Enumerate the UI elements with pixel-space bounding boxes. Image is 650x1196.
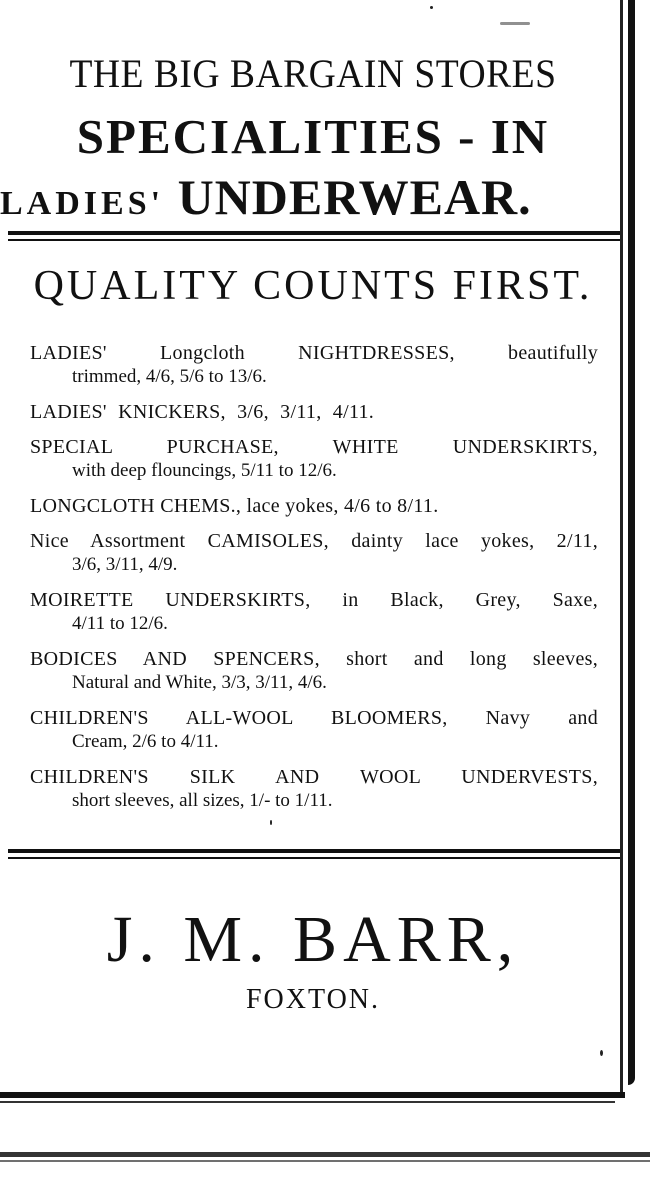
border-right	[628, 0, 635, 1085]
list-item	[30, 435, 598, 483]
item-continuation: with deep flouncings, 5/11 to 12/6.	[72, 460, 337, 481]
item-continuation: Cream, 2/6 to 4/11.	[72, 731, 219, 752]
page-bottom-rule-thin	[0, 1160, 650, 1162]
tagline: QUALITY COUNTS FIRST.	[33, 263, 593, 309]
headline: SPECIALITIES - IN	[76, 109, 550, 164]
item-text: CHILDREN'S SILK AND WOOL UNDERVESTS,	[30, 766, 598, 788]
item-continuation: 3/6, 3/11, 4/9.	[72, 554, 178, 575]
print-speck	[430, 6, 433, 9]
print-speck	[270, 820, 272, 825]
list-item	[30, 647, 598, 695]
list-item	[30, 400, 598, 424]
item-text: Nice Assortment CAMISOLES, dainty lace yokes, 2/11,	[30, 530, 598, 552]
item-text: LADIES' Longcloth NIGHTDRESSES, beautifully	[30, 342, 598, 364]
page-bottom-rule	[0, 1152, 650, 1157]
print-speck	[500, 22, 530, 25]
item-text: LADIES' KNICKERS, 3/6, 3/11, 4/11.	[30, 401, 375, 423]
subheadline	[0, 168, 626, 226]
item-text: LONGCLOTH CHEMS., lace yokes, 4/6 to 8/11.	[30, 495, 439, 517]
item-continuation: short sleeves, all sizes, 1/- to 1/11.	[72, 790, 333, 811]
subhead-small: LADIES'	[0, 185, 165, 222]
store-name: THE BIG BARGAIN STORES	[69, 51, 557, 96]
print-speck	[600, 1050, 603, 1056]
list-item	[30, 706, 598, 754]
item-text: BODICES AND SPENCERS, short and long sleeves,	[30, 648, 598, 670]
rule-top-thin	[8, 239, 620, 241]
proprietor-name: J. M. BARR,	[106, 903, 520, 976]
border-bottom	[0, 1092, 625, 1098]
list-item	[30, 341, 598, 389]
rule-footer-thick	[8, 849, 620, 853]
item-text: CHILDREN'S ALL-WOOL BLOOMERS, Navy and	[30, 707, 598, 729]
item-text: SPECIAL PURCHASE, WHITE UNDERSKIRTS,	[30, 436, 598, 458]
rule-top-thick	[8, 231, 620, 235]
item-list	[30, 341, 598, 824]
item-continuation: 4/11 to 12/6.	[72, 613, 168, 634]
list-item	[30, 765, 598, 813]
list-item	[30, 494, 598, 518]
item-continuation: trimmed, 4/6, 5/6 to 13/6.	[72, 366, 267, 387]
item-text: MOIRETTE UNDERSKIRTS, in Black, Grey, Saxe,	[30, 589, 598, 611]
list-item	[30, 588, 598, 636]
border-bottom-thin	[0, 1101, 615, 1103]
rule-footer-thin	[8, 857, 620, 859]
subhead-large: UNDERWEAR.	[177, 169, 532, 225]
town-name: FOXTON.	[245, 984, 381, 1015]
item-continuation: Natural and White, 3/3, 3/11, 4/6.	[72, 672, 327, 693]
list-item	[30, 529, 598, 577]
